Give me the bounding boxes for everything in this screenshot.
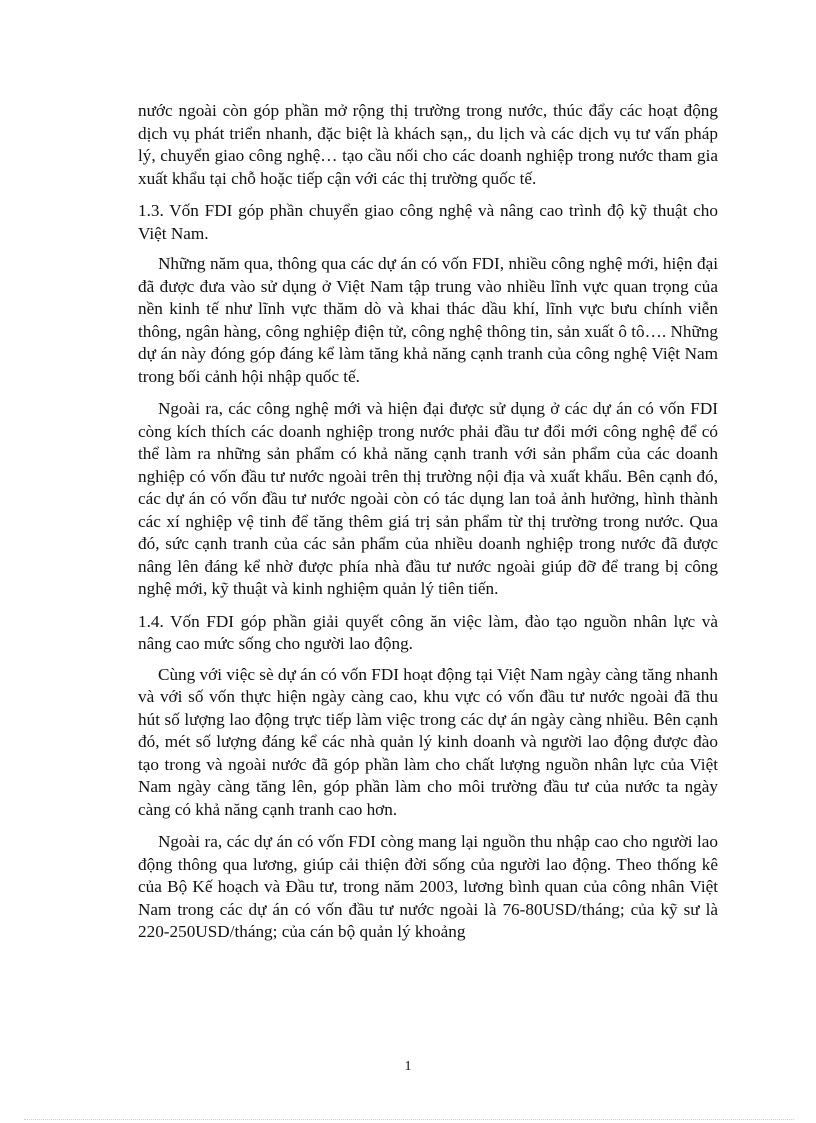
paragraph-income: Ngoài ra, các dự án có vốn FDI còng mang lại nguồn thu nhập cao cho người lao động thông qua lương, giúp cải thiện đời sống của người lao động. Theo thống kê của Bộ Kế hoạch và Đầu tư, trong năm 2003, lương bình quan của công nhân Việt Nam trong các dự án có vốn đầu tư nước ngoài là 76-80USD/tháng; của kỹ sư là 220-250USD/tháng; của cán bộ quản lý khoảng xyxy=(138,832,718,941)
paragraph-continuation: nước ngoài còn góp phần mở rộng thị trường trong nước, thúc đẩy các hoạt động dịch vụ phát triển nhanh, đặc biệt là khách sạn,, du lịch và các dịch vụ tư vấn pháp lý, chuyển giao công nghệ… tạo cầu nối cho các doanh nghiệp trong nước tham gia xuất khẩu tại chỗ hoặc tiếp cận với các thị trường quốc tế. xyxy=(138,101,718,188)
paragraph-new-technologies: Ngoài ra, các công nghệ mới và hiện đại được sử dụng ở các dự án có vốn FDI còng kích thích các doanh nghiệp trong nước phải đầu tư đổi mới công nghệ để có thể làm ra những sản phẩm có khả năng cạnh tranh với sản phẩm của các doanh nghiệp có vốn đầu tư nước ngoài trên thị trường nội địa và xuất khẩu. Bên cạnh đó, các dự án có vốn đầu tư nước ngoài còn có tác dụng lan toả ảnh hưởng, hình thành các xí nghiệp vệ tinh để tăng thêm giá trị sản phẩm từ thị trường trong nước. Qua đó, sức cạnh tranh của các sản phẩm của nhiều doanh nghiệp trong nước đã được nâng lên đáng kể nhờ được phía nhà đầu tư nước ngoài giúp đỡ để trang bị công nghệ mới, kỹ thuật và kinh nghiệm quản lý tiên tiến. xyxy=(138,399,718,598)
document-body xyxy=(138,100,718,954)
paragraph-employment: Cùng với việc sè dự án có vốn FDI hoạt động tại Việt Nam ngày càng tăng nhanh và với số vốn thực hiện ngày càng cao, khu vực có vốn đầu tư nước ngoài đã thu hút số lượng lao động trực tiếp làm việc trong các dự án ngày càng nhiều. Bên cạnh đó, mét số lượng đáng kể các nhà quản lý kinh doanh và người lao động được đào tạo trong và ngoài nước đã góp phần làm cho chất lượng nguồn nhân lực của Việt Nam ngày càng tăng lên, góp phần làm cho môi trường đầu tư của nước ta ngày càng có khả năng cạnh tranh cao hơn. xyxy=(138,664,718,819)
section-heading-1-3: 1.3. Vốn FDI góp phần chuyển giao công nghệ và nâng cao trình độ kỹ thuật cho Việt Nam. xyxy=(138,201,718,243)
paragraph-technology-transfer: Những năm qua, thông qua các dự án có vốn FDI, nhiều công nghệ mới, hiện đại đã được đưa vào sử dụng ở Việt Nam tập trung vào nhiều lĩnh vực quan trọng của nền kinh tế như lĩnh vực thăm dò và khai thác dầu khí, lĩnh vực bưu chính viễn thông, ngân hàng, công nghiệp điện tử, công nghệ thông tin, sản xuất ô tô…. Những dự án này đóng góp đáng kể làm tăng khả năng cạnh tranh của công nghệ Việt Nam trong bối cảnh hội nhập quốc tế. xyxy=(138,254,718,386)
section-heading-1-4: 1.4. Vốn FDI góp phần giải quyết công ăn việc làm, đào tạo nguồn nhân lực và nâng cao mức sống cho người lao động. xyxy=(138,611,718,653)
page-bottom-divider xyxy=(24,1119,794,1120)
page-number: 1 xyxy=(404,1059,412,1074)
